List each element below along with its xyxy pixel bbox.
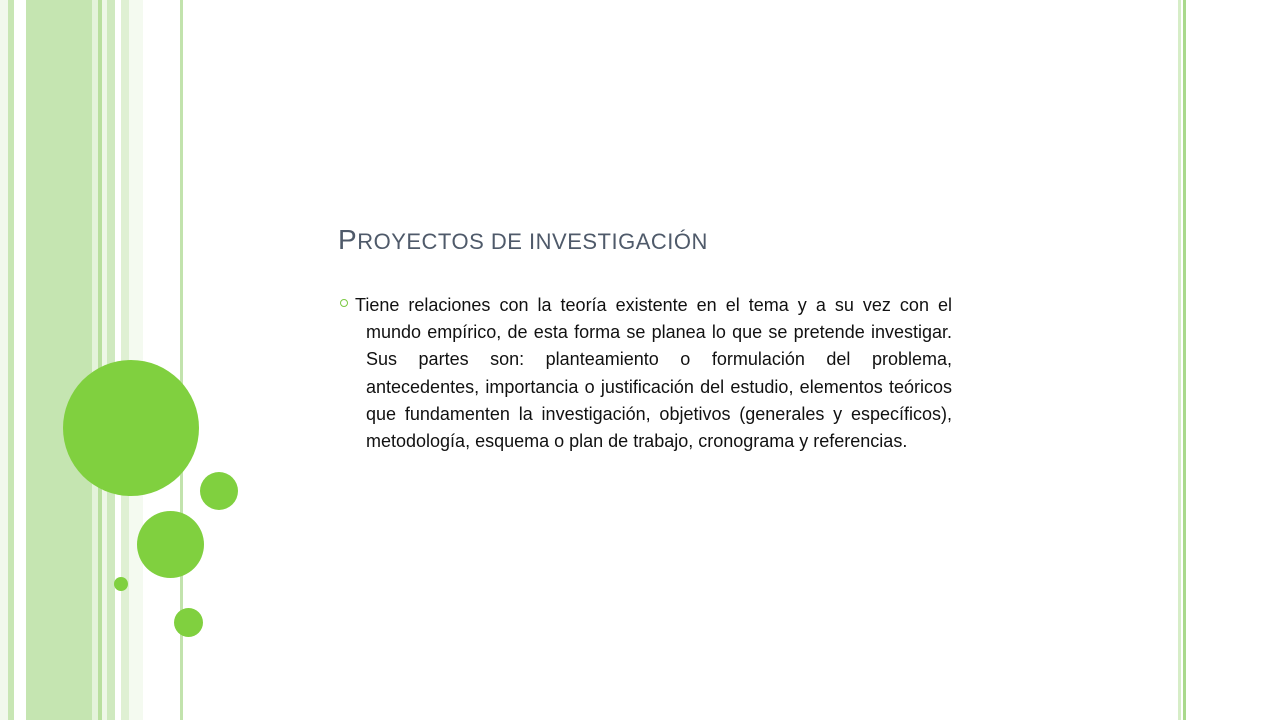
bullet-text: Tiene relaciones con la teoría existente en el tema y a su vez con el mundo empírico, de esta forma se planea lo que se pretende investigar. Sus partes son: planteamiento o formulación del problema, antecedentes, importancia o justificación del estudio, elementos teóricos que fundamenten la investigación, objetivos (generales y específicos), metodología, esquema o plan de trabajo, cronograma y referencias.: [355, 295, 952, 452]
slide-title-rest: ROYECTOS DE INVESTIGACIÓN: [357, 229, 708, 254]
decorative-circle-small: [200, 472, 238, 510]
decorative-stripe: [14, 0, 26, 720]
decorative-stripe: [26, 0, 92, 720]
decorative-stripe: [0, 0, 8, 720]
decorative-circle-small: [174, 608, 203, 637]
bullet-list: [340, 292, 952, 455]
decorative-circle-medium: [137, 511, 204, 578]
decorative-stripe-right: [1178, 0, 1181, 720]
slide-title: [338, 222, 978, 260]
decorative-stripe-right: [1183, 0, 1186, 720]
bullet-circle-icon: [340, 299, 348, 307]
decorative-circle-dot: [114, 577, 128, 591]
slide-title-initial: P: [338, 224, 358, 255]
decorative-stripe: [107, 0, 115, 720]
decorative-circle-large: [63, 360, 199, 496]
